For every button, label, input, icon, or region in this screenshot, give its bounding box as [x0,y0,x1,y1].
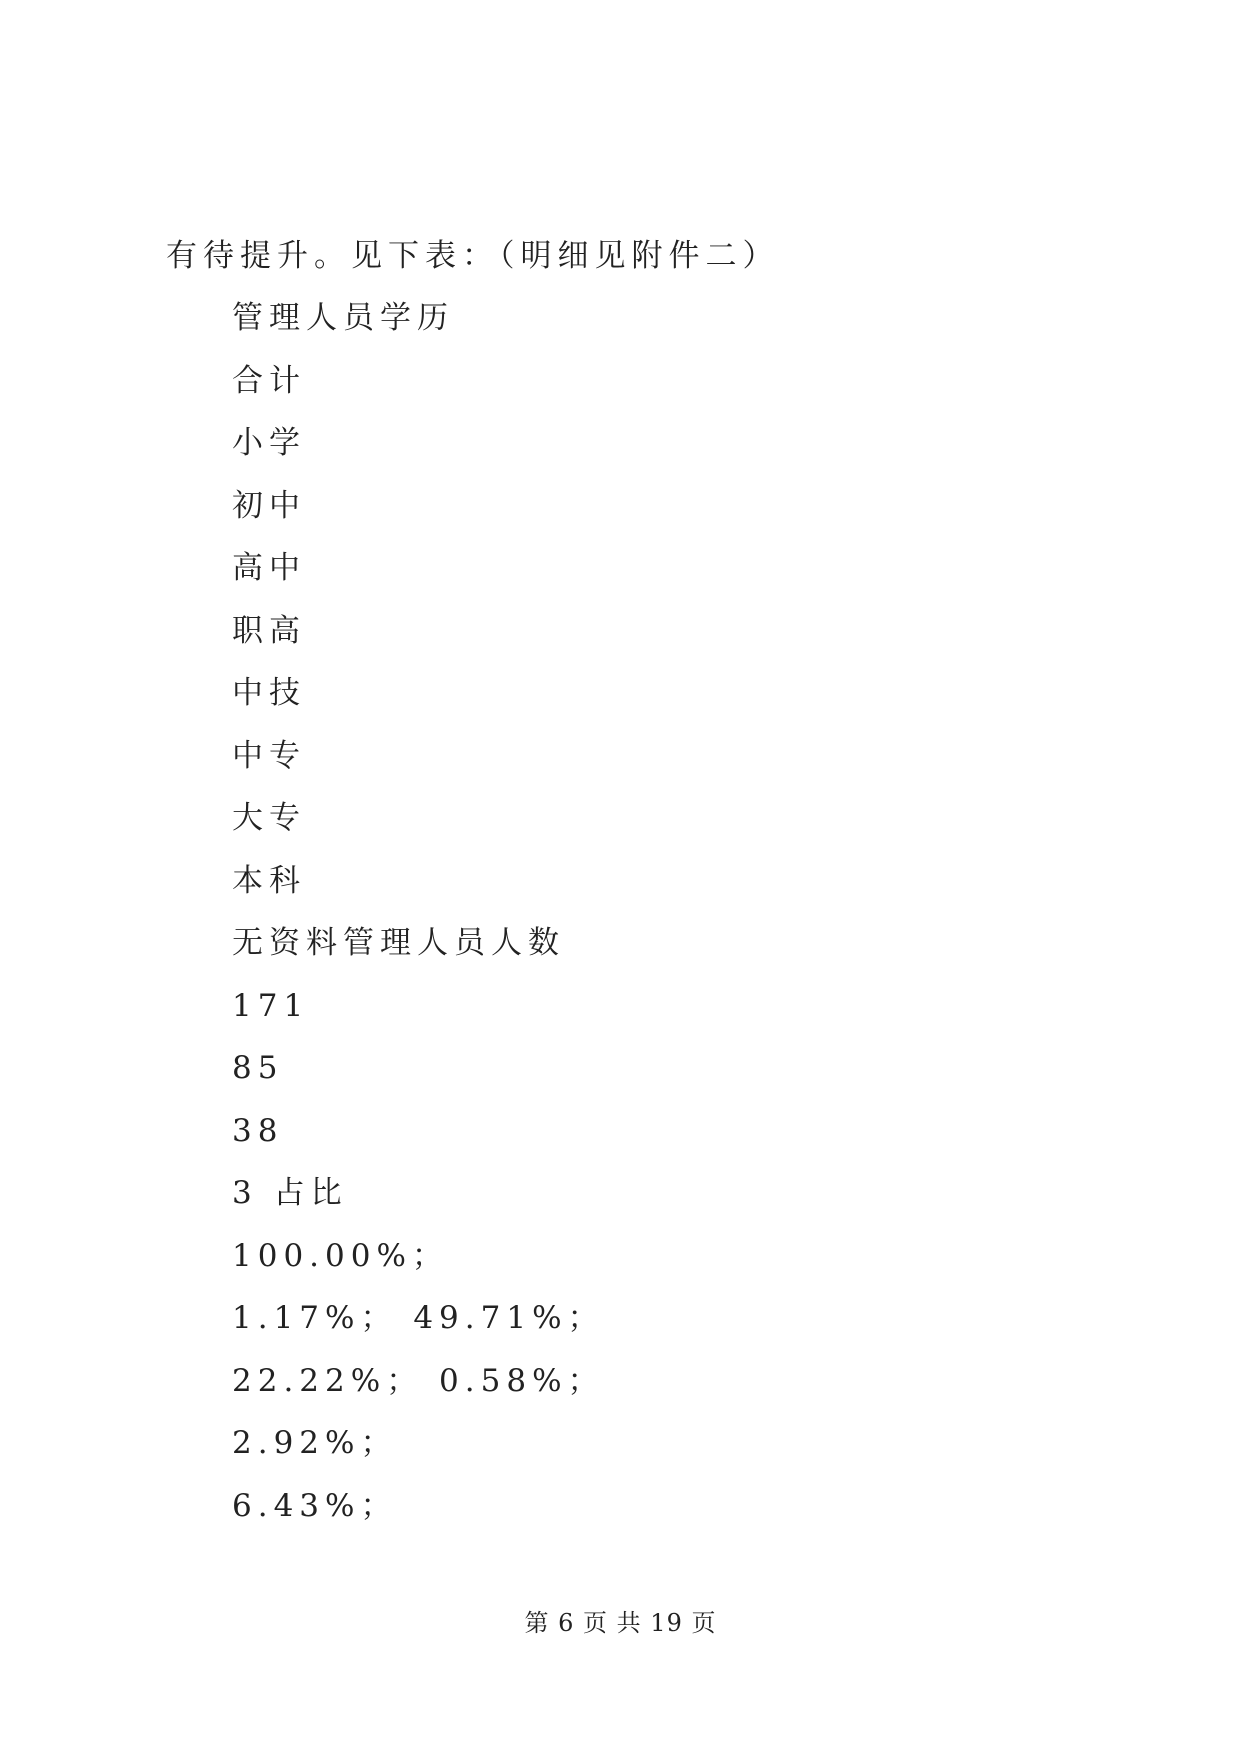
line-bachelor: 本科 [232,862,306,899]
line-junior-college: 大专 [232,800,306,836]
line-value: 38 [232,1112,284,1149]
line-senior-high: 高中 [232,550,306,586]
line-heading: 管理人员学历 [232,300,454,336]
line-percent: 100.00%； [232,1237,449,1274]
line-ratio-label: 3 占比 [232,1175,348,1211]
page-footer: 第 6 页 共 19 页 [524,1609,717,1637]
line-percent: 1.17%； 49.71%； [232,1300,605,1336]
line-percent: 22.22%； 0.58%； [232,1362,605,1399]
line-percent: 6.43%； [232,1487,398,1524]
line-primary-school: 小学 [232,425,306,461]
line-junior-high: 初中 [232,487,306,524]
line-secondary-specialized: 中专 [232,737,306,774]
line-vocational-high: 职高 [232,612,306,649]
line-no-data-count: 无资料管理人员人数 [232,925,565,961]
line-percent: 2.92%； [232,1425,398,1461]
intro-line: 有待提升。见下表：（明细见附件二） [166,238,780,274]
line-value: 171 [232,987,310,1024]
line-value: 85 [232,1050,284,1086]
content-lines [232,298,605,1548]
line-total-label: 合计 [232,362,306,399]
line-technical-school: 中技 [232,675,306,711]
